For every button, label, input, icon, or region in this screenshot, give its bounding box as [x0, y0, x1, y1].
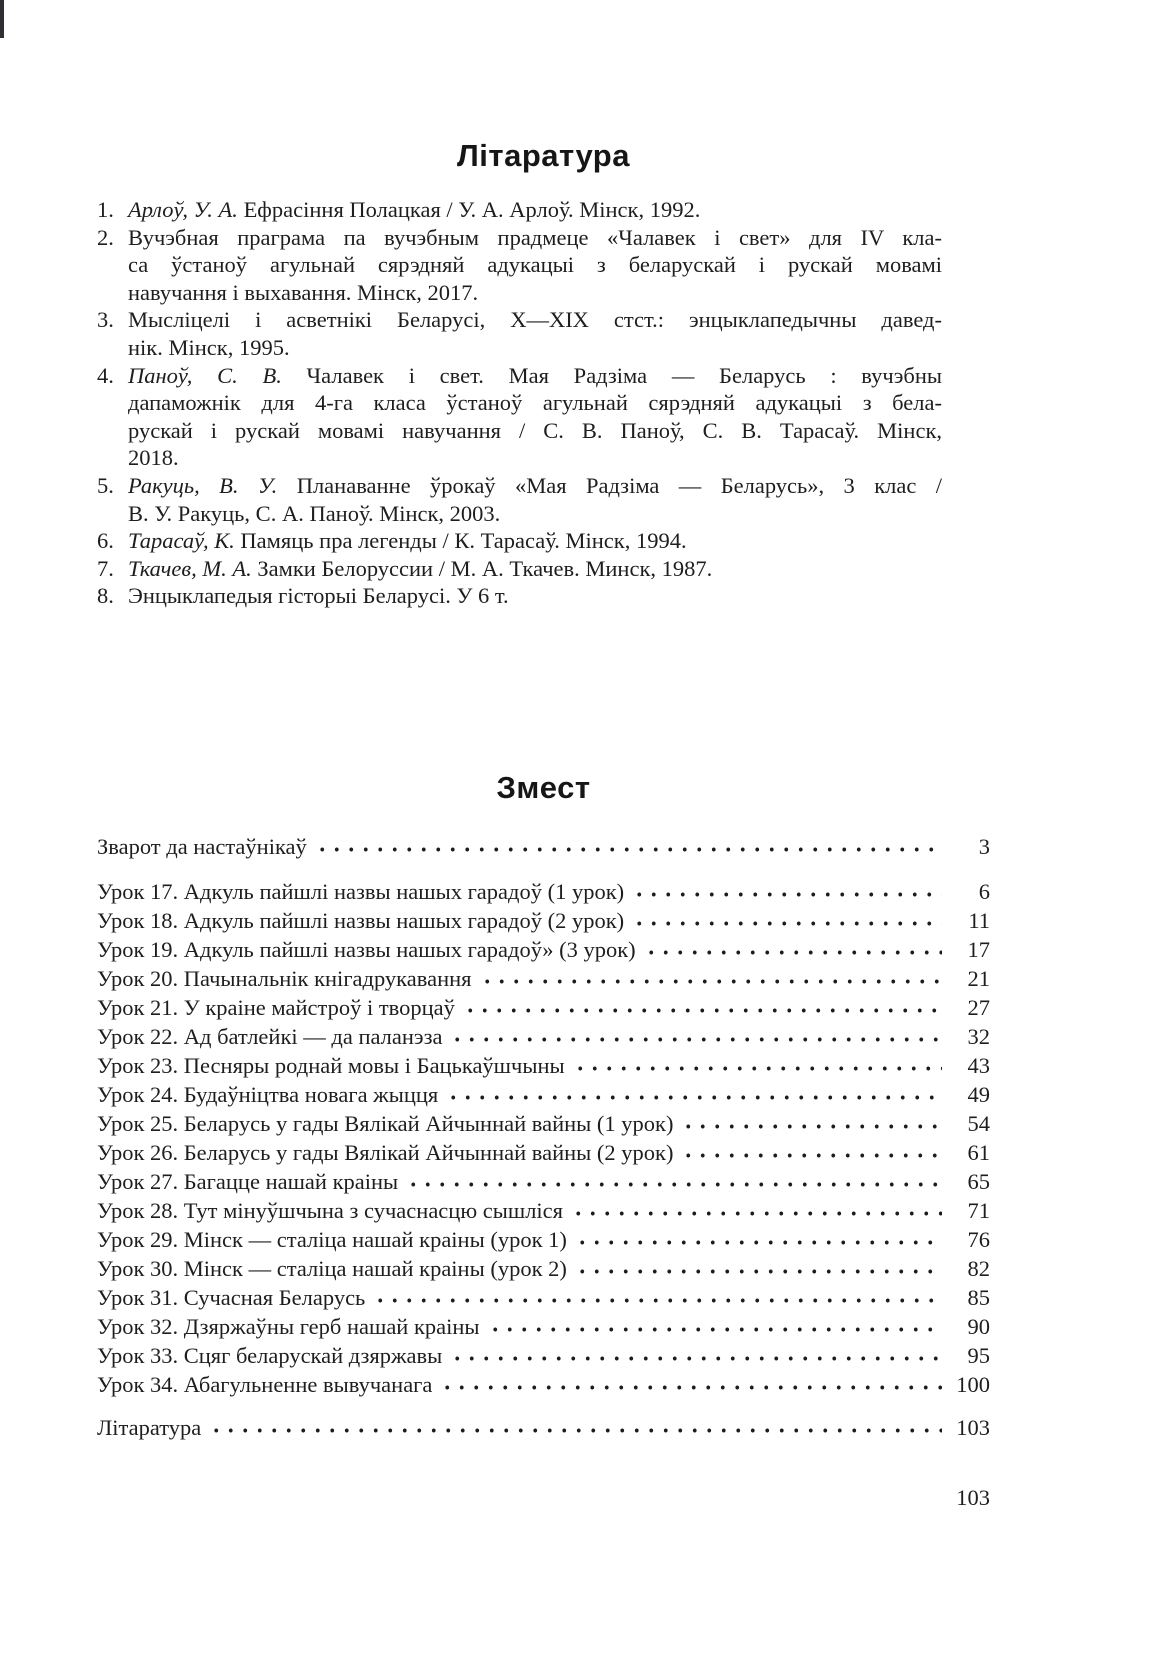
- toc-row: [97, 993, 990, 1022]
- toc-label: Урок 27. Багацце нашай краіны: [97, 1168, 399, 1194]
- toc-row: [97, 1051, 990, 1080]
- toc-page-number: 65: [967, 1168, 990, 1194]
- toc-label: Урок 21. У краіне майстроў і творцаў: [97, 994, 455, 1020]
- toc-dot-leader: [448, 1022, 942, 1051]
- toc-label: Урок 30. Мінск — сталіца нашай краіны (урок 2): [97, 1255, 567, 1281]
- toc-page-number: 21: [967, 965, 990, 991]
- bib-line: Вучэбная праграма па вучэбным прадмеце «Чалавек і свет» для IV кла-: [128, 224, 942, 250]
- toc-page-number: 49: [967, 1081, 990, 1107]
- toc-row: [97, 964, 990, 993]
- toc-row: [97, 1283, 990, 1312]
- toc-row: [97, 1225, 990, 1254]
- bib-item: [97, 582, 942, 610]
- toc-label: Урок 20. Пачынальнік кнігадрукавання: [97, 965, 472, 991]
- toc-page-number: 11: [968, 907, 990, 933]
- toc-dot-leader: [630, 877, 942, 906]
- toc-label: Урок 25. Беларусь у гады Вялікай Айчыннай вайны (1 урок): [97, 1110, 674, 1136]
- toc-row: [97, 1254, 990, 1283]
- toc-page-number: 27: [967, 994, 990, 1020]
- toc-label: Урок 23. Песняры роднай мовы і Бацькаўшчыны: [97, 1052, 565, 1078]
- toc-page-number: 103: [956, 1414, 990, 1440]
- bib-line: Арлоў, У. А. Ефрасіння Полацкая / У. А. Арлоў. Мінск, 1992.: [128, 197, 701, 222]
- toc-page-number: 95: [967, 1342, 990, 1368]
- toc-dot-leader: [486, 1312, 942, 1341]
- bib-line: Ракуць, В. У. Планаванне ўрокаў «Мая Радзіма — Беларусь», 3 клас /: [128, 472, 942, 498]
- bib-line: нік. Мінск, 1995.: [128, 334, 290, 360]
- toc-dot-leader: [438, 1370, 942, 1399]
- bib-item: [97, 224, 942, 307]
- bib-line: Мысліцелі і асветнікі Беларусі, X—XIX стст.: энцыклапедычны давед-: [128, 307, 942, 333]
- toc-page-number: 85: [967, 1284, 990, 1310]
- bib-item-number: 5.: [97, 472, 114, 498]
- toc-row: [97, 1413, 990, 1442]
- bib-item: [97, 196, 942, 224]
- bib-item-number: 1.: [97, 197, 114, 222]
- toc-dot-leader: [571, 1051, 942, 1080]
- bib-item: [97, 527, 942, 555]
- bib-item: [97, 306, 942, 361]
- toc-page-number: 32: [967, 1023, 990, 1049]
- toc-row: [97, 1341, 990, 1370]
- bib-item-number: 4.: [97, 362, 114, 388]
- toc-row: [97, 877, 990, 906]
- bib-item: [97, 472, 942, 527]
- toc-label: Урок 19. Адкуль пайшлі назвы нашых гарадоў» (3 урок): [97, 936, 636, 962]
- page-content: [97, 0, 990, 1511]
- toc-page-number: 6: [978, 878, 990, 904]
- bib-line: рускай і рускай мовамі навучання / С. В. Паноў, С. В. Тарасаў. Мінск,: [128, 417, 942, 443]
- bib-item-number: 2.: [97, 224, 114, 250]
- bib-item-number: 7.: [97, 555, 114, 581]
- toc-page-number: 90: [967, 1313, 990, 1339]
- bib-line: навучання і выхавання. Мінск, 2017.: [128, 279, 479, 305]
- toc-dot-leader: [371, 1283, 942, 1312]
- toc-dot-leader: [642, 935, 942, 964]
- toc-dot-leader: [444, 1080, 942, 1109]
- toc-label: Урок 18. Адкуль пайшлі назвы нашых гарадоў (2 урок): [97, 907, 625, 933]
- bib-item: [97, 362, 942, 472]
- toc-page-number: 71: [967, 1197, 990, 1223]
- toc-row: [97, 1196, 990, 1225]
- bib-item-number: 6.: [97, 528, 114, 554]
- toc-label: Урок 28. Тут мінуўшчына з сучаснасцю сышліся: [97, 1197, 564, 1223]
- toc-row: [97, 1167, 990, 1196]
- toc-label: Урок 31. Сучасная Беларусь: [97, 1284, 366, 1310]
- bib-line: 2018.: [128, 445, 179, 471]
- toc-label: Літаратура: [97, 1414, 202, 1440]
- bib-line: Ткачев, М. А. Замки Белоруссии / М. А. Ткачев. Минск, 1987.: [128, 555, 713, 581]
- toc-label: Урок 32. Дзяржаўны герб нашай краіны: [97, 1313, 480, 1339]
- toc-page-number: 100: [956, 1371, 990, 1397]
- scan-artifact: [0, 0, 4, 38]
- toc-dot-leader: [679, 1138, 942, 1167]
- toc-dot-leader: [207, 1413, 942, 1442]
- table-of-contents: [97, 832, 990, 1442]
- toc-page-number: 43: [967, 1052, 990, 1078]
- toc-dot-leader: [461, 993, 942, 1022]
- bib-item-number: 8.: [97, 583, 114, 609]
- bib-line: са ўстаноў агульнай сярэдняй адукацыі з беларускай і рускай мовамі: [128, 252, 942, 278]
- toc-dot-leader: [569, 1196, 942, 1225]
- toc-label: Зварот да настаўнікаў: [97, 833, 307, 859]
- page-number-footer: 103: [956, 1484, 990, 1510]
- toc-dot-leader: [404, 1167, 942, 1196]
- toc-label: Урок 22. Ад батлейкі — да паланэза: [97, 1023, 443, 1049]
- toc-dot-leader: [448, 1341, 942, 1370]
- toc-row: [97, 1022, 990, 1051]
- toc-dot-leader: [478, 964, 942, 993]
- toc-label: Урок 33. Сцяг беларускай дзяржавы: [97, 1342, 443, 1368]
- toc-label: Урок 29. Мінск — сталіца нашай краіны (урок 1): [97, 1226, 567, 1252]
- toc-dot-leader: [679, 1109, 942, 1138]
- toc-label: Урок 26. Беларусь у гады Вялікай Айчыннай вайны (2 урок): [97, 1139, 674, 1165]
- contents-title: Змест: [496, 769, 591, 805]
- toc-dot-leader: [573, 1225, 942, 1254]
- bibliography-title: Літаратура: [457, 138, 630, 173]
- bib-item-number: 3.: [97, 307, 114, 333]
- toc-label: Урок 17. Адкуль пайшлі назвы нашых гарадоў (1 урок): [97, 878, 625, 904]
- toc-page-number: 82: [967, 1255, 990, 1281]
- toc-row: [97, 832, 990, 861]
- bib-line: Энцыклапедыя гісторыі Беларусі. У 6 т.: [128, 583, 509, 609]
- bib-line: Тарасаў, К. Памяць пра легенды / К. Тарасаў. Мінск, 1994.: [128, 528, 687, 554]
- toc-label: Урок 24. Будаўніцтва новага жыцця: [97, 1081, 439, 1107]
- toc-row: [97, 906, 990, 935]
- toc-page-number: 17: [967, 936, 990, 962]
- toc-label: Урок 34. Абагульненне вывучанага: [97, 1371, 433, 1397]
- toc-row: [97, 1370, 990, 1399]
- toc-dot-leader: [573, 1254, 942, 1283]
- toc-row: [97, 1138, 990, 1167]
- bib-item: [97, 555, 942, 583]
- bib-line: Паноў, С. В. Чалавек і свет. Мая Радзіма — Беларусь : вучэбны: [128, 362, 942, 388]
- bib-line: В. У. Ракуць, С. А. Паноў. Мінск, 2003.: [128, 500, 501, 526]
- toc-page-number: 76: [967, 1226, 990, 1252]
- bib-line: дапаможнік для 4-га класа ўстаноў агульнай сярэдняй адукацыі з бела-: [128, 390, 942, 416]
- toc-row: [97, 935, 990, 964]
- toc-page-number: 54: [967, 1110, 990, 1136]
- toc-dot-leader: [630, 906, 942, 935]
- bibliography-list: [97, 196, 990, 610]
- toc-page-number: 3: [978, 833, 990, 859]
- toc-row: [97, 1109, 990, 1138]
- toc-row: [97, 1080, 990, 1109]
- toc-dot-leader: [313, 832, 942, 861]
- toc-row: [97, 1312, 990, 1341]
- toc-page-number: 61: [967, 1139, 990, 1165]
